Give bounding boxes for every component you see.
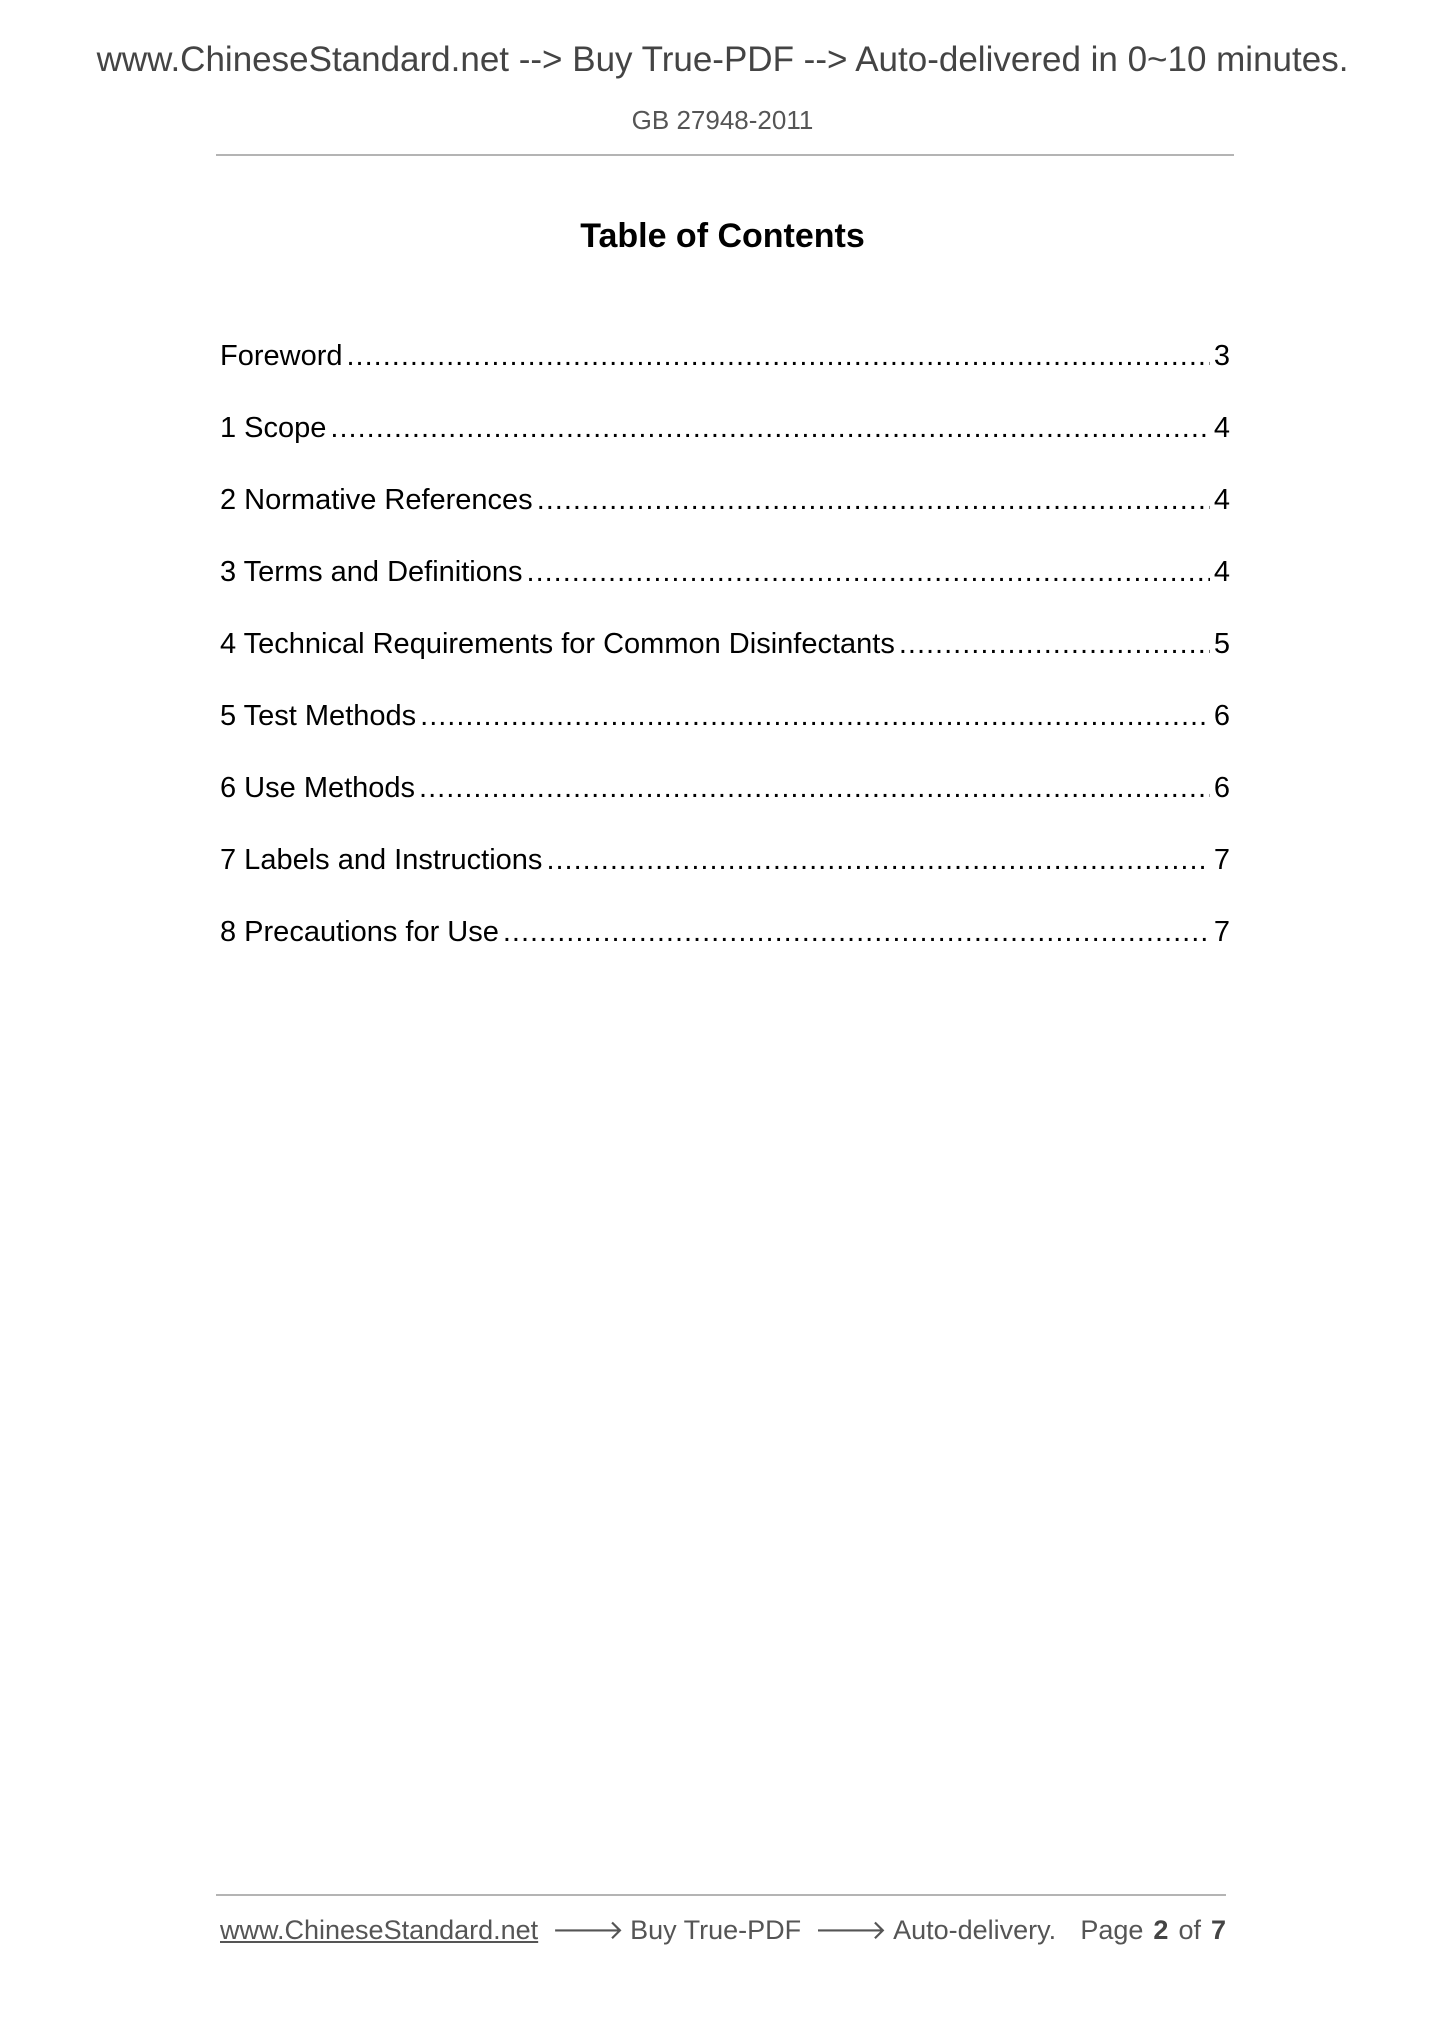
header-divider (216, 154, 1234, 156)
toc-entry-page: 7 (1213, 844, 1230, 876)
top-banner: www.ChineseStandard.net --> Buy True-PDF --> Auto-delivered in 0~10 minutes. (96, 40, 1349, 79)
toc-dot-leader (527, 552, 1210, 592)
toc-entry-page: 5 (1213, 628, 1230, 660)
toc-entry-label: 1 Scope (220, 412, 327, 444)
footer-promo (220, 1908, 1056, 1952)
toc-dot-leader (347, 336, 1210, 376)
toc-entry-scope[interactable] (220, 408, 1230, 480)
footer-delivery-text: Auto-delivery. (893, 1915, 1057, 1945)
toc-entry-label: 8 Precautions for Use (220, 916, 499, 948)
toc-entry-label: 5 Test Methods (220, 700, 417, 732)
toc-entry-label: Foreword (220, 340, 343, 372)
toc-dot-leader (420, 696, 1210, 736)
toc-entry-page: 6 (1213, 772, 1230, 804)
toc-dot-leader (330, 408, 1209, 448)
toc-entry-labels-instructions[interactable] (220, 840, 1230, 912)
page-number (1080, 1908, 1226, 1952)
right-arrow-icon: 🡒 (814, 1915, 888, 1945)
toc-entry-use-methods[interactable] (220, 768, 1230, 840)
current-page-number: 2 (1153, 1915, 1169, 1945)
toc-entry-page: 6 (1213, 700, 1230, 732)
toc-dot-leader (537, 480, 1210, 520)
right-arrow-icon: 🡒 (551, 1915, 625, 1945)
toc-entry-page: 4 (1213, 556, 1230, 588)
footer-site-link[interactable]: www.ChineseStandard.net (220, 1915, 539, 1945)
toc-entry-foreword[interactable] (220, 336, 1230, 408)
toc-entry-page: 4 (1213, 412, 1230, 444)
toc-dot-leader (899, 624, 1210, 664)
toc-list (220, 336, 1230, 984)
toc-entry-label: 4 Technical Requirements for Common Disinfectants (220, 628, 895, 660)
toc-entry-label: 3 Terms and Definitions (220, 556, 523, 588)
toc-entry-normative-references[interactable] (220, 480, 1230, 552)
toc-entry-precautions[interactable] (220, 912, 1230, 984)
toc-entry-page: 4 (1213, 484, 1230, 516)
footer-buy-text: Buy True-PDF (630, 1915, 802, 1945)
toc-title: Table of Contents (580, 217, 865, 255)
page-label: Page (1080, 1915, 1144, 1945)
toc-dot-leader (503, 912, 1210, 952)
toc-entry-terms-definitions[interactable] (220, 552, 1230, 624)
of-label: of (1178, 1915, 1201, 1945)
toc-entry-label: 2 Normative References (220, 484, 533, 516)
toc-entry-technical-requirements[interactable] (220, 624, 1230, 696)
toc-entry-test-methods[interactable] (220, 696, 1230, 768)
toc-dot-leader (419, 768, 1210, 808)
toc-entry-label: 7 Labels and Instructions (220, 844, 543, 876)
document-code: GB 27948-2011 (631, 105, 814, 135)
total-pages-number: 7 (1210, 1915, 1226, 1945)
page-footer (220, 1908, 1226, 1952)
footer-divider (216, 1894, 1226, 1896)
toc-entry-page: 7 (1213, 916, 1230, 948)
toc-entry-page: 3 (1213, 340, 1230, 372)
toc-entry-label: 6 Use Methods (220, 772, 416, 804)
toc-dot-leader (546, 840, 1209, 880)
